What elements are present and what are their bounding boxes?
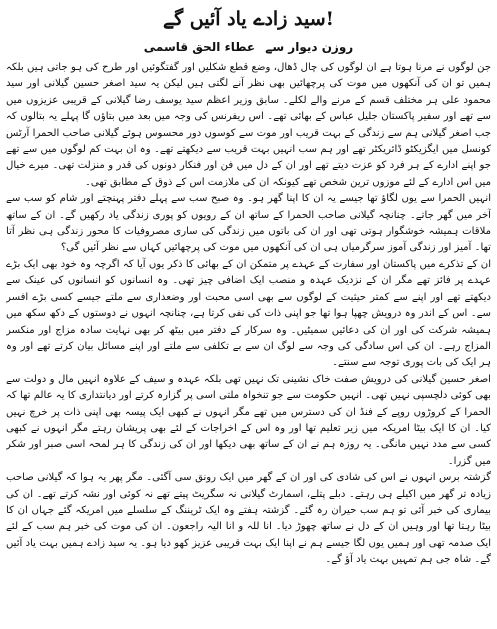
article-paragraph: گزشتہ برس انہوں نے اس کی شادی کی اور ان کے گھر میں ایک رونق سی آگئی۔ مگر پھر یہ ہوا کہ گیلانی صاحب زیادہ تر گھر میں اکیلے ہی رہتے۔ دبلے پتلے، اسمارٹ گیلانی نہ سگریٹ پیتے تھے نہ کوئی اور نشہ کرتے تھے۔ ان کی بیماری کی خبر آئی تو ہم سب حیران رہ گئے۔ گزشتہ ہفتے وہ ایک ٹریننگ کے سلسلے میں امریکہ گئے جہاں ان کا بیٹا رہتا تھا اور وہیں ان کے دل نے ساتھ چھوڑ دیا۔ انا للہ و انا الیہ راجعون۔ ان کی موت کی خبر ہم سب کے لئے ایک صدمہ تھی اور ہمیں یوں لگا جیسے ہم نے اپنا ایک بہت قریبی عزیز کھو دیا ہو۔ یہ سید زادے ہمیں بہت یاد آئیں گے۔ شاہ جی ہم تمہیں بہت یاد آؤ گے۔ [6,472,491,566]
column-headline: سید زادے یاد آئیں گے! [163,8,334,30]
column-name: روزن دیوار سے [265,40,354,54]
article-paragraph: اصغر حسین گیلانی کی درویش صفت خاک نشینی تک نہیں تھی بلکہ عہدہ و سیف کے علاوہ انہیں مال و دولت سے بھی کوئی دلچسپی نہیں تھی۔ انہیں حکومت سے جو تنخواہ ملتی اسی پر گزارہ کرتے اور دیانتداری کا یہ عالم تھا کہ الحمرا کے کروڑوں روپے کے فنڈ ان کی دسترس میں تھے مگر انہوں نے کبھی ایک پیسہ بھی اپنی ذات پر خرچ نہیں کیا۔ ان کا ایک بیٹا امریکہ میں زیر تعلیم تھا اور وہ اس کے اخراجات کے لئے بھی پریشان رہتے مگر انہوں نے کبھی کسی سے مدد نہیں مانگی۔ یہ روزہ ہم نے ان کے ساتھ بھی دیکھا اور ان کی زندگی کا ہر لمحہ اسی صبر اور شکر میں گزرا۔ [6,373,491,467]
article-paragraph: ان کے تذکرے میں پاکستان اور سفارت کے عہدے پر متمکن ان کے بھائی کا ذکر یوں آیا کہ اگرچہ وہ خود بھی ایک بڑے عہدے پر فائز تھے مگر ان کے نزدیک عہدہ و منصب ایک اضافی چیز تھی۔ وہ انسانوں کو انسانوں کی عینک سے دیکھتے تھے اور اپنے سے کمتر حیثیت کے لوگوں سے بھی اسی محبت اور وضعداری سے ملتے جیسے کسی بڑے افسر سے۔ اس کے اندر وہ درویش چھپا ہوا تھا جو اپنی ذات کی نفی کرتا ہے، چنانچہ انہوں نے دوستوں کے دکھ سکھ میں ہمیشہ شرکت کی اور ان کی دعائیں سمیٹیں۔ وہ سرکار کے دفتر میں بیٹھ کر بھی نہایت سادہ مزاج اور منکسر المزاج رہے۔ ان کی اس سادگی کی وجہ سے لوگ ان سے بے تکلفی سے ملتے اور اپنے مسائل بیان کرتے تھے اور وہ ہر ایک کی بات پوری توجہ سے سنتے۔ [6,258,491,369]
byline [0,37,497,57]
article-paragraph: انہیں الحمرا سے یوں لگاؤ تھا جیسے یہ ان کا اپنا گھر ہو۔ وہ صبح سب سے پہلے دفتر پہنچتے اور شام کو سب سے آخر میں گھر جاتے۔ چنانچہ گیلانی صاحب الحمرا کے ساتھ ان کے رویوں کو پوری زندگی یاد رکھیں گے۔ ان کے ساتھ ملاقات ہمیشہ خوشگوار ہوتی تھی اور ان کی باتوں میں زندگی کی ساری مصروفیات کا محور زندگی ہی نظر آتا تھا۔ آمیز اور زندگی آموز سرگرمیاں ہی ان کی آنکھوں میں موت کی پرچھائیں کہاں سے نظر آئیں گی؟ [6,193,491,254]
author-name: عطاء الحق قاسمی [143,40,256,54]
article-paragraph: جن لوگوں نے مرنا ہوتا ہے ان لوگوں کی چال ڈھال، وضع قطع شکلیں اور گفتگوئیں اور طرح کی ہو جاتی ہیں بلکہ ہمیں تو ان کی آنکھوں میں موت کی پرچھائیں بھی نظر آنے لگتی ہیں لیکن یہ سید اصغر حسین گیلانی اور سید محمود علی ہر مختلف قسم کے مرنے والے لکلے۔ سابق وزیر اعظم سید یوسف رضا گیلانی کے قریبی عزیزوں میں سے تھے اور سفیر پاکستان جلیل عباس کے بھائی تھے۔ اس ریفرنس کی وجہ میں بعد میں بتاؤں گا پہلے یہ بتالوں کہ جب اصغر گیلانی ہم سے زندگی کے بہت قریب اور موت سے کوسوں دور محسوس ہوئے گیلانی صاحب الحمرا آرٹس کونسل میں ایگزیکٹو ڈائریکٹر تھے اور ہم سب انہیں بہت قریب سے دیکھتے تھے۔ وہ ان بہت کم لوگوں میں سے تھے جو اپنے ادارے کے ہر فرد کو عزت دیتے تھے اور ان کے دل میں فن اور فنکار دونوں کی قدر و منزلت تھی۔ میرے خیال میں اس ادارے کے لئے موزوں ترین شخص تھے کیونکہ ان کی ملازمت اس کے ذوق کے مطابق تھی۔ [6,62,491,188]
article-body [6,60,491,626]
